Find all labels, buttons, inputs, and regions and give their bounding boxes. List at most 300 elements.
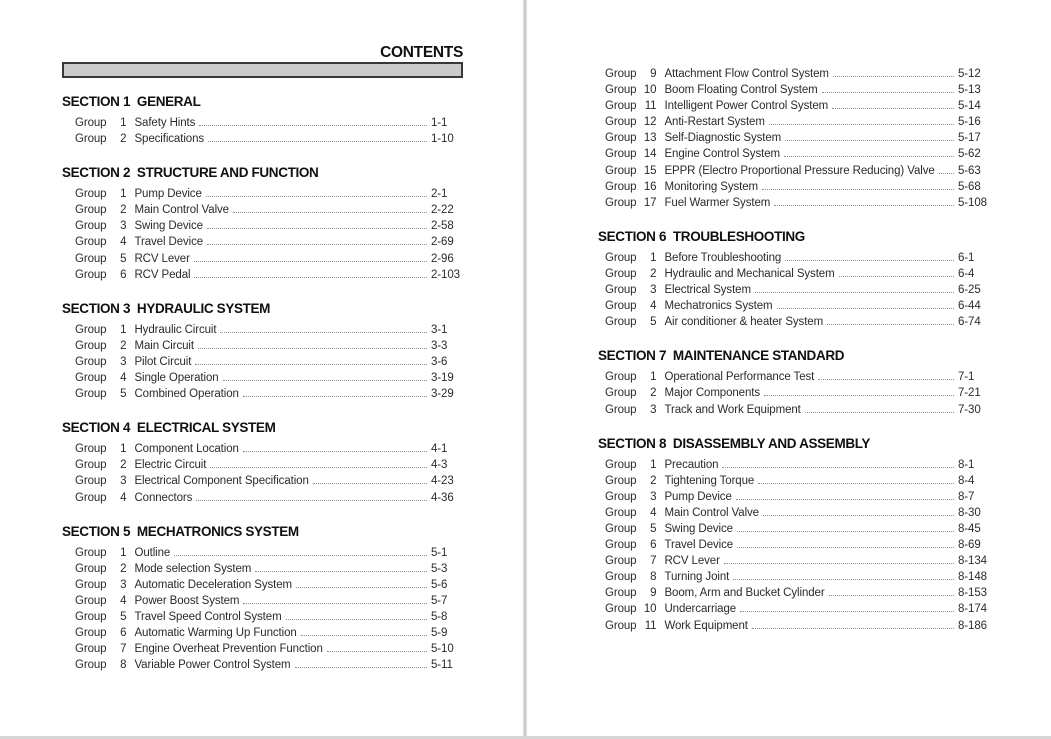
toc-group-label: Group [605,100,637,113]
toc-entry-title: Anti-Restart System [664,116,765,129]
toc-group-number: 3 [650,284,657,297]
toc-page-number: 4-3 [431,459,448,472]
toc-entry-title: Before Troubleshooting [664,251,782,264]
toc-row [605,491,990,507]
toc-row [75,356,463,372]
toc-group-label: Group [605,284,637,297]
toc-group-number: 1 [650,458,657,471]
page-left [0,0,525,739]
toc-page-number: 8-1 [958,458,975,471]
toc-group-label: Group [605,587,637,600]
toc-page-number: 5-3 [431,562,448,575]
toc-entry-title: Combined Operation [134,388,239,401]
toc-section [598,229,990,332]
toc-page-number: 3-3 [431,339,448,352]
toc-group-number: 5 [120,610,127,623]
toc-page-number: 1-10 [431,133,454,146]
toc-group-number: 3 [120,475,127,488]
toc-entry-title: Track and Work Equipment [664,403,801,416]
toc-entry-title: Safety Hints [134,117,196,129]
section-heading: SECTION 2 STRUCTURE AND FUNCTION [62,165,319,181]
toc-entry-title: Electrical Component Specification [134,475,309,488]
toc-group-number: 4 [120,594,127,607]
toc-dot-leader [774,205,954,206]
page-title: CONTENTS [380,44,463,61]
toc-entry-title: Main Circuit [134,339,194,352]
toc-dot-leader [206,196,427,197]
toc-entry-title: RCV Pedal [134,268,191,281]
toc-dot-leader [764,395,954,396]
toc-page-number: 2-96 [431,252,454,265]
page-right [527,0,1051,739]
toc-group-number: 5 [120,252,127,265]
toc-group-number: 1 [120,117,127,129]
toc-page-number: 5-12 [958,68,981,80]
toc-row [75,372,463,388]
toc-dot-leader [207,228,427,229]
toc-group-number: 1 [120,546,127,559]
title-bar [62,62,463,78]
toc-page-number: 5-10 [431,643,454,656]
toc-group-label: Group [75,236,107,249]
toc-group-number: 4 [650,300,657,313]
toc-dot-leader [737,531,954,532]
toc-group-number: 3 [650,403,657,416]
toc-row [605,132,990,148]
toc-page-number: 7-21 [958,387,981,400]
toc-entry-title: Travel Device [664,539,734,552]
toc-row [605,555,990,571]
toc-dot-leader [243,603,427,604]
toc-page-number: 6-1 [958,251,975,264]
toc-group-number: 10 [643,84,657,97]
section-group-list [62,324,463,404]
section-heading: SECTION 6 TROUBLESHOOTING [598,228,805,244]
section-group-list [62,547,463,676]
toc-entry-title: Boom, Arm and Bucket Cylinder [664,587,825,600]
toc-page-number: 8-4 [958,474,975,487]
toc-group-label: Group [75,443,107,456]
toc-row [75,253,463,269]
toc-page-number: 5-13 [958,84,981,97]
toc-row [75,659,463,675]
section-group-list [62,443,463,507]
toc-entry-title: Automatic Warming Up Function [134,627,297,640]
toc-row [605,84,990,100]
toc-dot-leader [233,212,427,213]
toc-group-label: Group [605,387,637,400]
toc-page-number: 6-44 [958,300,981,313]
toc-entry-title: Variable Power Control System [134,659,291,672]
toc-dot-leader [198,348,427,349]
toc-row [605,100,990,116]
toc-page-number: 6-25 [958,284,981,297]
toc-group-label: Group [75,491,107,504]
toc-row [75,475,463,491]
toc-dot-leader [832,108,954,109]
toc-dot-leader [196,500,427,501]
toc-row [75,443,463,459]
toc-group-label: Group [605,522,637,535]
toc-section [598,68,990,213]
toc-dot-leader [174,555,427,556]
toc-group-label: Group [605,180,637,193]
toc-group-number: 17 [643,196,657,209]
toc-page-number: 2-1 [431,188,448,201]
toc-entry-title: Pump Device [134,188,202,201]
toc-group-number: 9 [650,68,657,80]
toc-group-label: Group [605,164,637,177]
toc-dot-leader [785,260,954,261]
toc-group-label: Group [75,355,107,368]
toc-row [605,148,990,164]
toc-page-number: 4-23 [431,475,454,488]
toc-row [75,611,463,627]
toc-row [605,252,990,268]
toc-group-number: 5 [120,388,127,401]
toc-group-label: Group [605,571,637,584]
toc-dot-leader [210,467,427,468]
toc-page-number: 8-7 [958,490,975,503]
toc-group-label: Group [75,610,107,623]
toc-dot-leader [733,579,954,580]
toc-entry-title: Travel Speed Control System [134,610,282,623]
toc-dot-leader [777,308,955,309]
toc-page-number: 4-36 [431,491,454,504]
toc-group-number: 8 [120,659,127,672]
toc-entry-title: Fuel Warmer System [664,196,771,209]
toc-page-number: 3-1 [431,323,448,336]
toc-group-label: Group [75,323,107,336]
toc-page-number: 8-186 [958,619,987,632]
toc-entry-title: Swing Device [134,220,203,233]
toc-row [605,404,990,420]
toc-group-number: 1 [650,251,657,264]
toc-section [598,348,990,419]
toc-group-label: Group [605,148,637,161]
toc-dot-leader [784,156,954,157]
toc-page-number: 8-174 [958,603,987,616]
toc-entry-title: Mode selection System [134,562,252,575]
toc-row [605,587,990,603]
toc-group-label: Group [75,188,107,201]
toc-row [605,539,990,555]
toc-page-number: 8-134 [958,555,987,568]
toc-dot-leader [194,277,427,278]
toc-entry-title: Major Components [664,387,761,400]
toc-dot-leader [220,332,427,333]
toc-group-label: Group [605,132,637,145]
toc-dot-leader [208,141,427,142]
toc-dot-leader [758,483,954,484]
toc-group-label: Group [75,372,107,385]
toc-entry-title: Electrical System [664,284,751,297]
toc-entry-title: Pump Device [664,490,732,503]
toc-row [75,220,463,236]
toc-group-label: Group [75,388,107,401]
toc-entry-title: Work Equipment [664,619,748,632]
toc-group-number: 6 [120,268,127,281]
toc-row [605,197,990,213]
toc-group-number: 2 [120,133,127,146]
toc-entry-title: Pilot Circuit [134,355,192,368]
toc-page-number: 4-1 [431,443,448,456]
toc-group-number: 1 [120,188,127,201]
toc-section [62,301,463,404]
toc-page-number: 8-30 [958,506,981,519]
toc-group-number: 1 [120,323,127,336]
toc-dot-leader [737,547,954,548]
toc-page-number: 5-7 [431,594,448,607]
toc-group-label: Group [605,474,637,487]
toc-row [75,643,463,659]
toc-row [605,284,990,300]
section-heading: SECTION 8 DISASSEMBLY AND ASSEMBLY [598,435,871,451]
toc-page-number: 2-58 [431,220,454,233]
toc-entry-title: Hydraulic Circuit [134,323,217,336]
toc-entry-title: RCV Lever [664,555,720,568]
toc-group-number: 11 [644,619,657,632]
toc-page-number: 5-1 [431,546,448,559]
toc-group-number: 3 [120,578,127,591]
toc-dot-leader [301,635,427,636]
section-group-list [62,117,463,149]
toc-group-label: Group [605,251,637,264]
toc-row [75,388,463,404]
toc-row [605,165,990,181]
toc-row [75,133,463,149]
toc-entry-title: Connectors [134,491,193,504]
toc-dot-leader [199,125,427,126]
toc-page-number: 8-153 [958,587,987,600]
toc-entry-title: Intelligent Power Control System [664,100,829,113]
toc-entry-title: Main Control Valve [134,204,229,217]
toc-entry-title: Electric Circuit [134,459,207,472]
toc-page-number: 5-16 [958,116,981,129]
toc-dot-leader [724,563,954,564]
toc-dot-leader [722,467,954,468]
section-group-list [598,459,990,636]
toc-dot-leader [822,92,954,93]
toc-group-label: Group [605,316,637,329]
toc-page-number: 8-69 [958,539,981,552]
toc-group-number: 4 [120,236,127,249]
toc-dot-leader [740,611,954,612]
toc-group-label: Group [605,68,637,80]
toc-group-label: Group [75,252,107,265]
toc-entry-title: Turning Joint [664,571,730,584]
toc-section [62,165,463,285]
toc-entry-title: EPPR (Electro Proportional Pressure Reducing) Valve [664,164,935,177]
toc-group-number: 2 [120,562,127,575]
toc-row [75,547,463,563]
toc-group-label: Group [605,506,637,519]
toc-page-number: 5-6 [431,578,448,591]
toc-dot-leader [839,276,954,277]
toc-row [605,181,990,197]
toc-dot-leader [286,619,427,620]
toc-group-label: Group [75,546,107,559]
toc-group-number: 14 [643,148,657,161]
toc-row [605,571,990,587]
toc-group-label: Group [605,403,637,416]
toc-row [605,459,990,475]
toc-row [75,627,463,643]
toc-page-number: 5-17 [958,132,981,145]
toc-entry-title: Swing Device [664,522,733,535]
toc-row [75,117,463,133]
toc-group-number: 12 [643,116,657,129]
toc-group-number: 2 [650,387,657,400]
toc-group-number: 3 [120,220,127,233]
toc-row [75,579,463,595]
toc-page-number: 5-8 [431,610,448,623]
toc-entry-title: Specifications [134,133,205,146]
toc-section [598,436,990,636]
toc-dot-leader [194,261,427,262]
toc-row [605,316,990,332]
toc-group-label: Group [605,84,637,97]
toc-group-label: Group [75,643,107,656]
toc-page-number: 6-4 [958,267,975,280]
toc-entry-title: Boom Floating Control System [664,84,818,97]
toc-page-number: 5-108 [958,196,987,209]
toc-group-number: 5 [650,316,657,329]
toc-dot-leader [195,364,427,365]
toc-dot-leader [939,173,954,174]
toc-dot-leader [769,124,954,125]
toc-group-number: 2 [120,459,127,472]
section-heading: SECTION 5 MECHATRONICS SYSTEM [62,523,299,539]
toc-row [75,324,463,340]
toc-dot-leader [327,651,427,652]
toc-row [605,268,990,284]
toc-row [605,475,990,491]
toc-group-label: Group [75,562,107,575]
toc-group-label: Group [75,339,107,352]
toc-page-number: 5-62 [958,148,981,161]
toc-group-number: 2 [120,339,127,352]
toc-row [75,204,463,220]
toc-group-label: Group [75,578,107,591]
toc-entry-title: Main Control Valve [664,506,759,519]
toc-section [62,420,463,507]
toc-dot-leader [755,292,954,293]
toc-dot-leader [827,324,954,325]
toc-section [62,524,463,676]
toc-group-label: Group [75,117,107,129]
toc-group-number: 15 [643,164,657,177]
toc-row [605,507,990,523]
toc-group-label: Group [605,603,637,616]
toc-entry-title: Monitoring System [664,180,758,193]
toc-page-number: 2-22 [431,204,454,217]
toc-page-number: 3-29 [431,388,454,401]
toc-row [605,523,990,539]
toc-page-number: 5-14 [958,100,981,113]
toc-page-number: 2-103 [431,268,460,281]
toc-group-number: 6 [120,627,127,640]
toc-row [75,563,463,579]
toc-page-number: 5-11 [431,659,453,672]
toc-group-number: 2 [650,474,657,487]
toc-entry-title: Undercarriage [664,603,737,616]
toc-page-number: 3-6 [431,355,448,368]
toc-entry-title: Tightening Torque [664,474,755,487]
toc-entry-title: RCV Lever [134,252,190,265]
toc-dot-leader [833,76,954,77]
toc-group-label: Group [75,594,107,607]
section-heading: SECTION 4 ELECTRICAL SYSTEM [62,420,276,436]
toc-dot-leader [763,515,954,516]
toc-row [75,340,463,356]
toc-entry-title: Engine Control System [664,148,780,161]
toc-page-number: 8-45 [958,522,981,535]
toc-entry-title: Self-Diagnostic System [664,132,782,145]
toc-dot-leader [785,140,954,141]
toc-group-number: 1 [650,371,657,384]
toc-page-number: 6-74 [958,316,981,329]
toc-entry-title: Single Operation [134,372,219,385]
toc-group-number: 3 [650,490,657,503]
section-group-list [62,188,463,285]
toc-group-number: 8 [650,571,657,584]
toc-group-number: 5 [650,522,657,535]
toc-group-label: Group [75,475,107,488]
toc-group-number: 13 [643,132,657,145]
toc-group-number: 3 [120,355,127,368]
toc-entry-title: Automatic Deceleration System [134,578,292,591]
toc-entry-title: Hydraulic and Mechanical System [664,267,835,280]
toc-row [605,68,990,84]
toc-group-label: Group [75,627,107,640]
toc-row [75,269,463,285]
toc-entry-title: Component Location [134,443,239,456]
toc-dot-leader [207,244,427,245]
toc-page-number: 5-63 [958,164,981,177]
toc-dot-leader [313,483,427,484]
toc-group-number: 7 [120,643,127,656]
toc-group-number: 2 [650,267,657,280]
toc-group-label: Group [605,267,637,280]
toc-group-label: Group [605,116,637,129]
toc-dot-leader [296,587,427,588]
toc-group-label: Group [605,619,637,632]
toc-group-label: Group [605,300,637,313]
toc-entry-title: Precaution [664,458,719,471]
toc-group-label: Group [605,539,637,552]
toc-dot-leader [243,396,427,397]
toc-row [75,459,463,475]
toc-group-number: 9 [650,587,657,600]
toc-entry-title: Power Boost System [134,594,240,607]
toc-entry-title: Engine Overheat Prevention Function [134,643,323,656]
toc-dot-leader [818,379,954,380]
toc-dot-leader [295,667,427,668]
toc-page-number: 2-69 [431,236,454,249]
toc-dot-leader [223,380,427,381]
toc-row [605,620,990,636]
toc-group-number: 10 [643,603,657,616]
page-divider [523,0,527,739]
toc-group-number: 6 [650,539,657,552]
toc-group-number: 1 [120,443,127,456]
section-group-list [598,252,990,332]
toc-group-number: 2 [120,204,127,217]
toc-page-number: 1-1 [431,117,448,129]
toc-row [75,492,463,508]
toc-entry-title: Operational Performance Test [664,371,815,384]
